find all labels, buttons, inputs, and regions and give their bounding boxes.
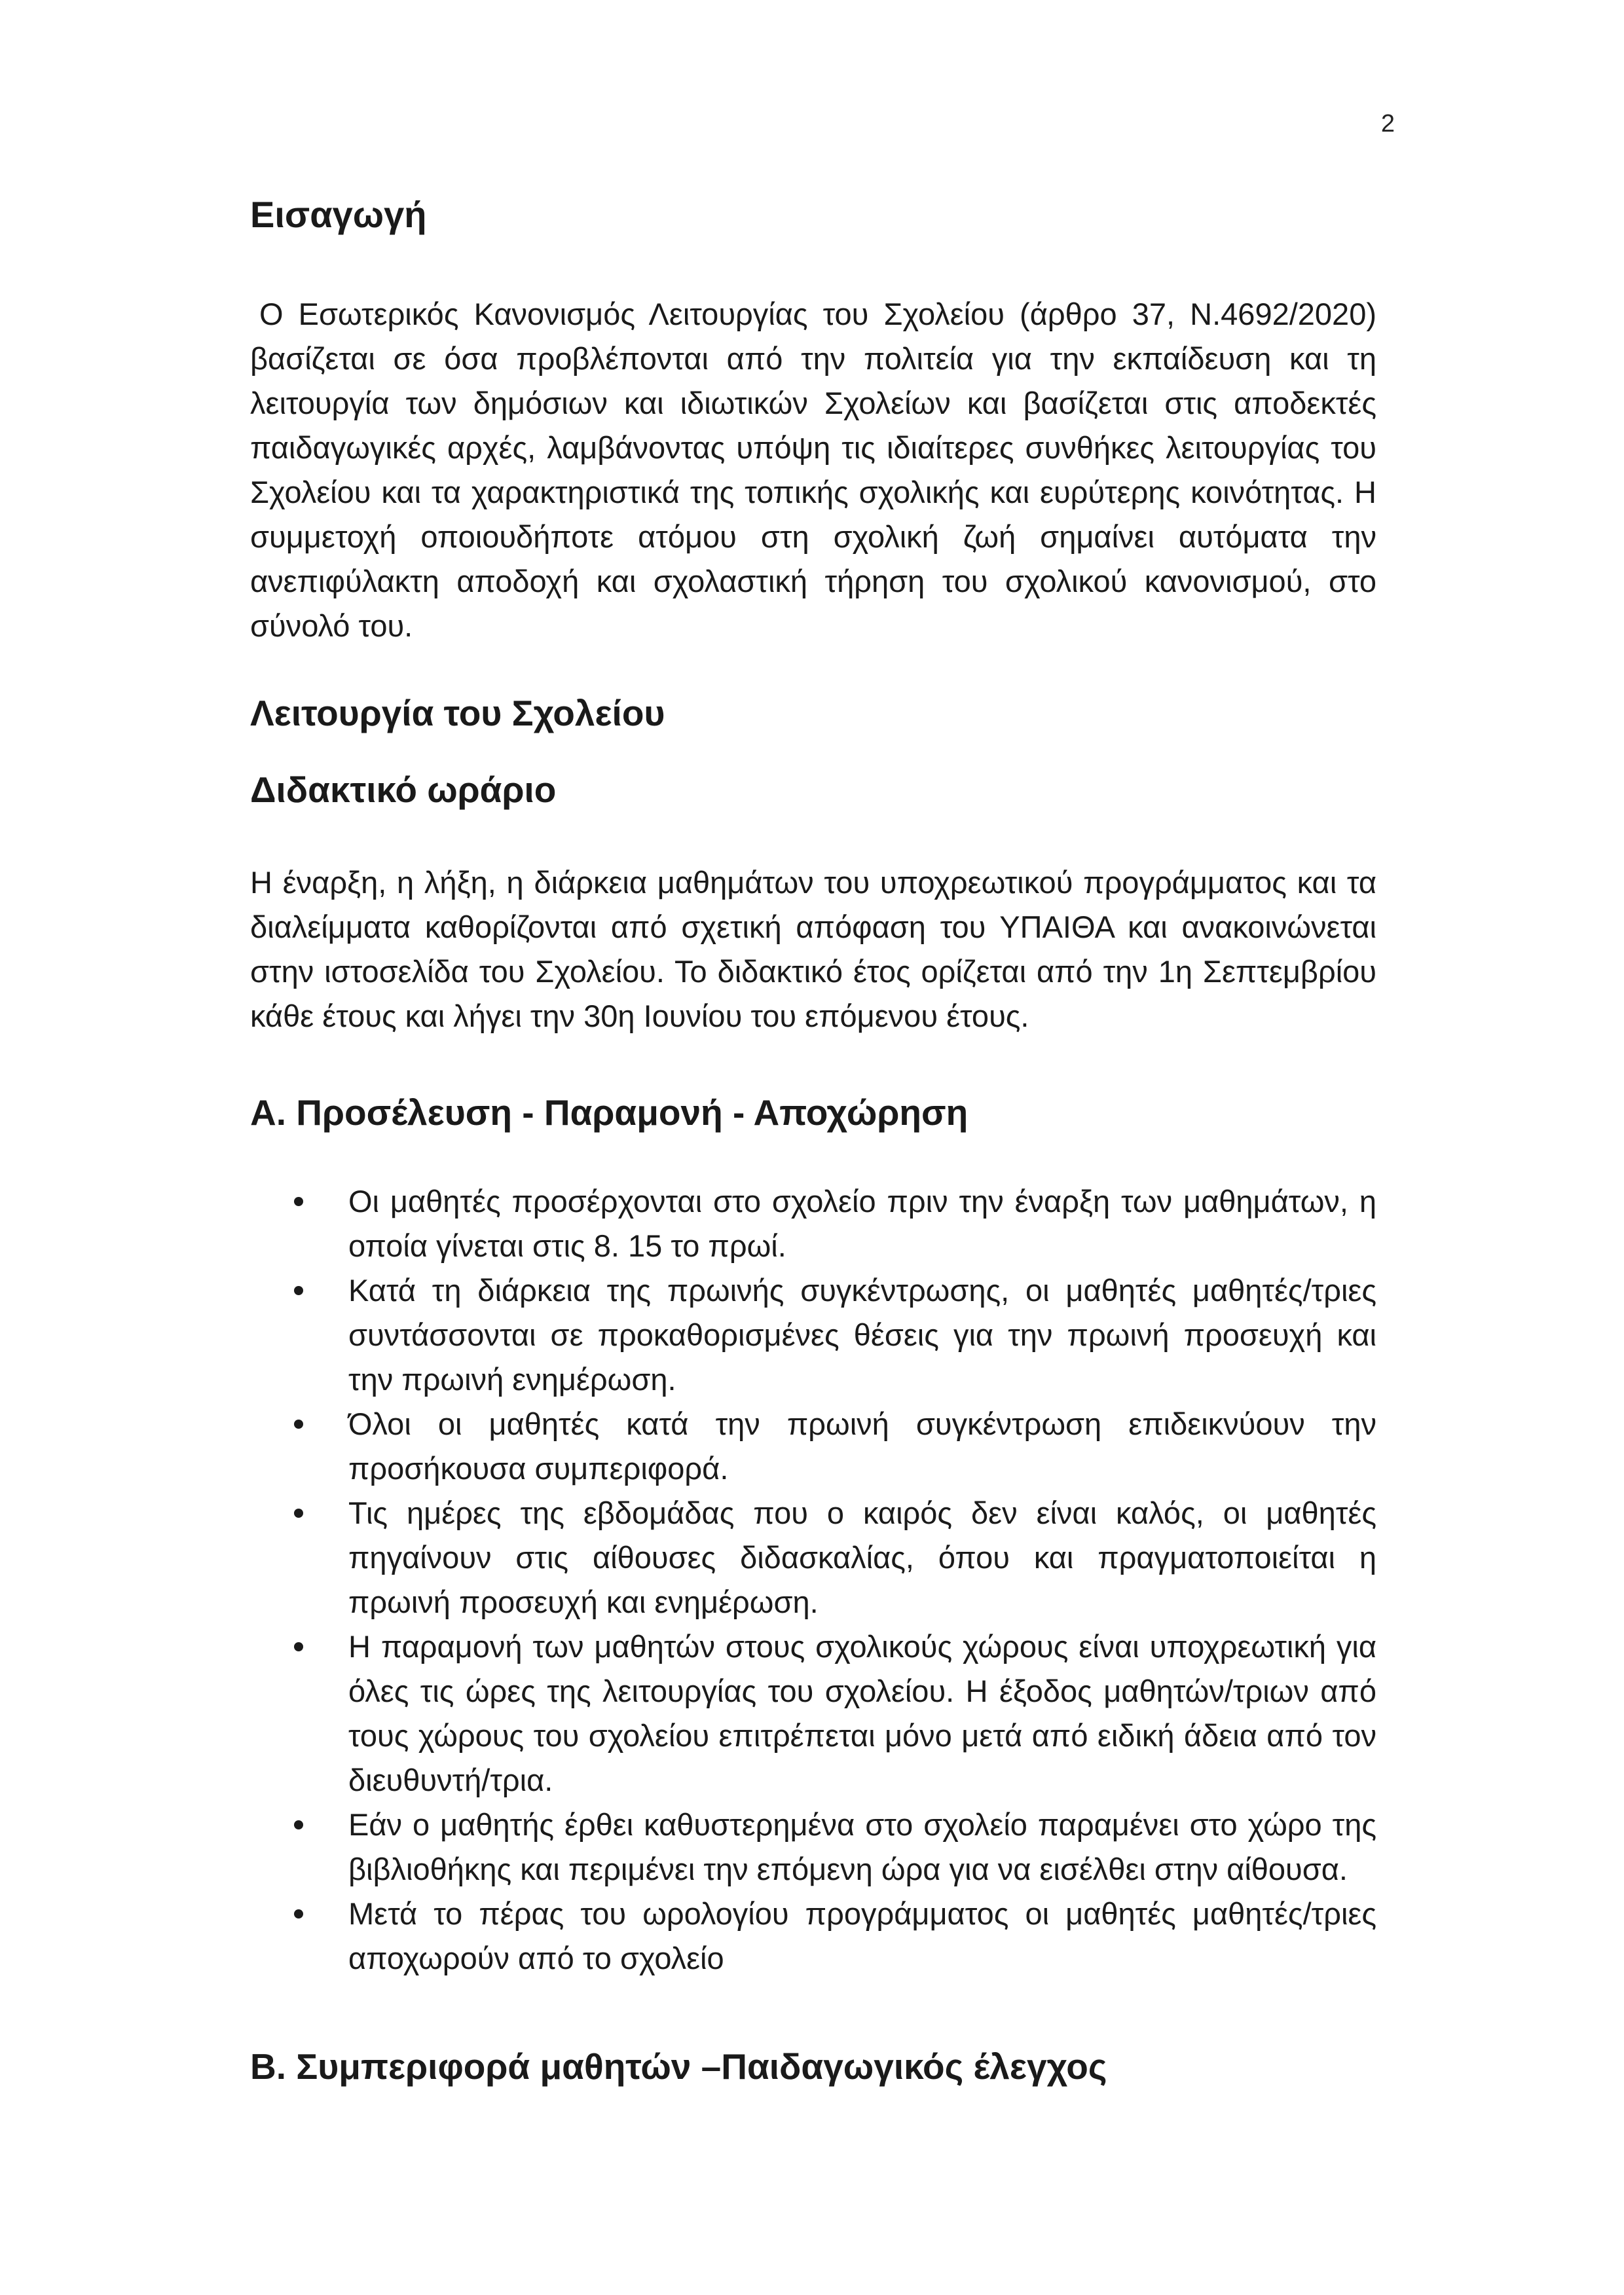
list-item-text: Η παραμονή των μαθητών στους σχολικούς χώρους είναι υποχρεωτική για όλες τις ώρες της λειτουργίας του σχολείου. Η έξοδος μαθητών/τριων από τους χώρους του σχολείου επιτρέπεται μόνο μετά από ειδική άδεια από τον διευθυντή/τρια. (348, 1629, 1376, 1797)
schedule-heading: Διδακτικό ωράριο (250, 769, 557, 810)
list-item (348, 1491, 1376, 1625)
attendance-heading: Α. Προσέλευση - Παραμονή - Αποχώρηση (250, 1092, 969, 1133)
attendance-list (250, 1179, 1376, 1981)
list-item (348, 1625, 1376, 1803)
list-item-text: Κατά τη διάρκεια της πρωινής συγκέντρωσης, οι μαθητές μαθητές/τριες συντάσσονται σε προκαθορισμένες θέσεις για την πρωινή προσευχή και την πρωινή ενημέρωση. (348, 1273, 1376, 1397)
intro-heading: Εισαγωγή (250, 194, 427, 235)
list-item-text: Εάν ο μαθητής έρθει καθυστερημένα στο σχολείο παραμένει στο χώρο της βιβλιοθήκης και περιμένει την επόμενη ώρα για να εισέλθει στην αίθουσα. (348, 1807, 1376, 1886)
intro-paragraph: Ο Εσωτερικός Κανονισμός Λειτουργίας του Σχολείου (άρθρο 37, Ν.4692/2020) βασίζεται σε όσα προβλέπονται από την πολιτεία για την εκπαίδευση και τη λειτουργία των δημόσιων και ιδιωτικών Σχολείων και βασίζεται στις αποδεκτές παιδαγωγικές αρχές, λαμβάνοντας υπόψη τις ιδιαίτερες συνθήκες λειτουργίας του Σχολείου και τα χαρακτηριστικά της τοπικής σχολικής και ευρύτερης κοινότητας. Η συμμετοχή οποιουδήποτε ατόμου στη σχολική ζωή σημαίνει αυτόματα την ανεπιφύλακτη αποδοχή και σχολαστική τήρηση του σχολικού κανονισμού, στο σύνολό του. (250, 297, 1376, 643)
list-item-text: Μετά το πέρας του ωρολογίου προγράμματος οι μαθητές μαθητές/τριες αποχωρούν από το σχολείο (348, 1896, 1376, 1975)
list-item (348, 1803, 1376, 1892)
bullet-icon (294, 1286, 303, 1295)
behavior-heading: Β. Συμπεριφορά μαθητών –Παιδαγωγικός έλεγχος (250, 2046, 1107, 2087)
list-item-text: Τις ημέρες της εβδομάδας που ο καιρός δεν είναι καλός, οι μαθητές πηγαίνουν στις αίθουσες διδασκαλίας, όπου και πραγματοποιείται η πρωινή προσευχή και ενημέρωση. (348, 1496, 1376, 1619)
list-item-text: Οι μαθητές προσέρχονται στο σχολείο πριν την έναρξη των μαθημάτων, η οποία γίνεται στις 8. 15 το πρωί. (348, 1184, 1376, 1263)
document-body (250, 196, 1376, 2085)
bullet-icon (294, 1642, 303, 1651)
list-item (348, 1268, 1376, 1402)
schedule-paragraph: Η έναρξη, η λήξη, η διάρκεια μαθημάτων του υποχρεωτικού προγράμματος και τα διαλείμματα καθορίζονται από σχετική απόφαση του ΥΠΑΙΘΑ και ανακοινώνεται στην ιστοσελίδα του Σχολείου. Το διδακτικό έτος ορίζεται από την 1η Σεπτεμβρίου κάθε έτους και λήγει την 30η Ιουνίου του επόμενου έτους. (250, 865, 1376, 1033)
page-number: 2 (1380, 110, 1395, 138)
list-item (348, 1179, 1376, 1268)
operation-heading: Λειτουργία του Σχολείου (250, 693, 665, 733)
bullet-icon (294, 1197, 303, 1206)
bullet-icon (294, 1909, 303, 1919)
list-item-text: Όλοι οι μαθητές κατά την πρωινή συγκέντρωση επιδεικνύουν την προσήκουσα συμπεριφορά. (348, 1406, 1376, 1486)
bullet-icon (294, 1420, 303, 1429)
list-item (348, 1892, 1376, 1981)
bullet-icon (294, 1509, 303, 1518)
bullet-icon (294, 1820, 303, 1829)
list-item (348, 1402, 1376, 1491)
